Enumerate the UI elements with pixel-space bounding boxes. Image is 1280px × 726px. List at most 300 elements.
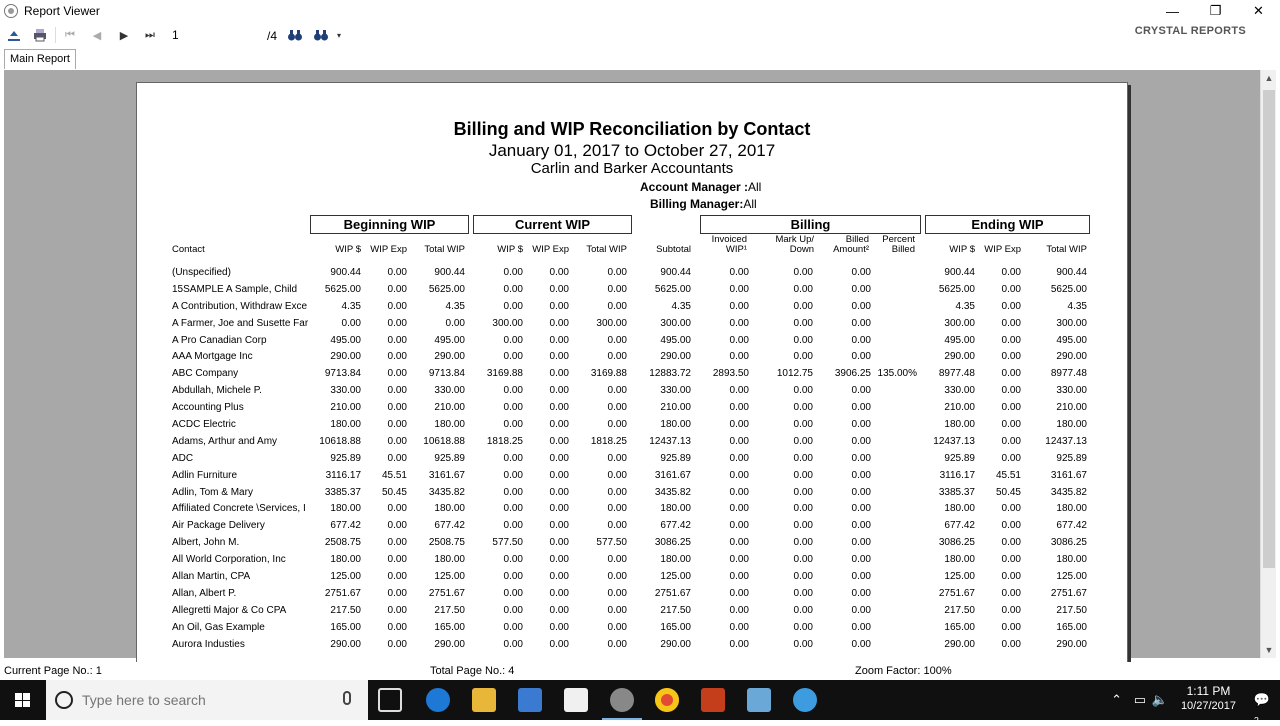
value-cell: 0.00 xyxy=(503,334,523,346)
value-cell: 0.00 xyxy=(387,604,407,616)
value-cell: 0.00 xyxy=(341,317,361,329)
value-cell: 290.00 xyxy=(944,351,975,363)
header-invoiced-wip: Invoiced WIP¹ xyxy=(711,234,747,255)
table-row xyxy=(137,470,1129,487)
value-cell: 0.00 xyxy=(729,351,749,363)
value-cell: 45.51 xyxy=(381,469,407,481)
value-cell: 495.00 xyxy=(330,334,361,346)
value-cell: 0.00 xyxy=(1001,503,1021,515)
value-cell: 0.00 xyxy=(503,621,523,633)
microphone-icon[interactable] xyxy=(343,691,351,705)
value-cell: 0.00 xyxy=(503,604,523,616)
value-cell: 0.00 xyxy=(607,283,627,295)
value-cell: 0.00 xyxy=(793,452,813,464)
table-row xyxy=(137,351,1129,368)
value-cell: 0.00 xyxy=(503,554,523,566)
value-cell: 900.44 xyxy=(434,267,465,278)
value-cell: 0.00 xyxy=(503,300,523,312)
value-cell: 45.51 xyxy=(995,469,1021,481)
value-cell: 0.00 xyxy=(793,334,813,346)
value-cell: 0.00 xyxy=(729,283,749,295)
status-bar xyxy=(0,662,1280,680)
contact-name-cell: Allegretti Major & Co CPA xyxy=(172,604,287,616)
value-cell: 0.00 xyxy=(1001,571,1021,583)
value-cell: 2751.67 xyxy=(1050,587,1087,599)
header-ending-wip: WIP $ xyxy=(949,244,975,255)
value-cell: 0.00 xyxy=(387,435,407,447)
header-percent-billed: Percent Billed xyxy=(882,234,915,255)
value-cell: 0.00 xyxy=(387,419,407,431)
value-cell: 2751.67 xyxy=(428,587,465,599)
value-cell: 217.50 xyxy=(944,604,975,616)
table-row xyxy=(137,368,1129,385)
value-cell: 925.89 xyxy=(660,452,691,464)
contact-name-cell: Abdullah, Michele P. xyxy=(172,385,262,397)
contact-name-cell: Air Package Delivery xyxy=(172,520,265,532)
value-cell: 180.00 xyxy=(660,554,691,566)
value-cell: 217.50 xyxy=(434,604,465,616)
value-cell: 0.00 xyxy=(387,554,407,566)
value-cell: 290.00 xyxy=(434,638,465,650)
contact-name-cell: ACDC Electric xyxy=(172,419,236,431)
value-cell: 0.00 xyxy=(549,368,569,380)
value-cell: 3435.82 xyxy=(428,486,465,498)
store-icon[interactable] xyxy=(518,688,542,712)
value-cell: 0.00 xyxy=(549,469,569,481)
restore-button[interactable]: ❐ xyxy=(1209,3,1222,18)
value-cell: 0.00 xyxy=(607,351,627,363)
snowflake-app-icon[interactable] xyxy=(747,688,771,712)
value-cell: 12437.13 xyxy=(933,435,975,447)
table-row xyxy=(137,385,1129,402)
value-cell: 0.00 xyxy=(793,537,813,549)
value-cell: 210.00 xyxy=(330,402,361,414)
value-cell: 12437.13 xyxy=(1045,435,1087,447)
value-cell: 210.00 xyxy=(660,402,691,414)
minimize-button[interactable]: — xyxy=(1166,3,1179,19)
value-cell: 0.00 xyxy=(729,300,749,312)
contact-name-cell: A Pro Canadian Corp xyxy=(172,334,267,346)
value-cell: 0.00 xyxy=(1001,368,1021,380)
value-cell: 0.00 xyxy=(793,587,813,599)
table-row xyxy=(137,537,1129,554)
value-cell: 125.00 xyxy=(330,571,361,583)
value-cell: 0.00 xyxy=(793,267,813,278)
value-cell: 9713.84 xyxy=(324,368,361,380)
table-row xyxy=(137,335,1129,352)
value-cell: 0.00 xyxy=(607,587,627,599)
value-cell: 290.00 xyxy=(330,638,361,650)
value-cell: 180.00 xyxy=(944,554,975,566)
value-cell: 0.00 xyxy=(851,402,871,414)
value-cell: 0.00 xyxy=(1001,300,1021,312)
value-cell: 217.50 xyxy=(660,604,691,616)
value-cell: 0.00 xyxy=(549,503,569,515)
value-cell: 5625.00 xyxy=(1050,283,1087,295)
value-cell: 0.00 xyxy=(851,469,871,481)
value-cell: 125.00 xyxy=(660,571,691,583)
contact-name-cell: Aurora Industies xyxy=(172,638,245,650)
value-cell: 0.00 xyxy=(851,537,871,549)
value-cell: 0.00 xyxy=(607,604,627,616)
value-cell: 300.00 xyxy=(944,317,975,329)
value-cell: 495.00 xyxy=(944,334,975,346)
value-cell: 0.00 xyxy=(729,554,749,566)
value-cell: 8977.48 xyxy=(1050,368,1087,380)
account-manager-filter: Account Manager :All xyxy=(640,180,762,194)
value-cell: 180.00 xyxy=(1056,554,1087,566)
value-cell: 677.42 xyxy=(944,520,975,532)
value-cell: 9713.84 xyxy=(428,368,465,380)
scroll-down-icon[interactable]: ▼ xyxy=(1264,645,1274,655)
value-cell: 12437.13 xyxy=(649,435,691,447)
value-cell: 0.00 xyxy=(729,469,749,481)
value-cell: 180.00 xyxy=(330,503,361,515)
value-cell: 290.00 xyxy=(330,351,361,363)
value-cell: 0.00 xyxy=(549,419,569,431)
value-cell: 300.00 xyxy=(492,317,523,329)
value-cell: 3906.25 xyxy=(834,368,871,380)
value-cell: 0.00 xyxy=(549,351,569,363)
value-cell: 0.00 xyxy=(607,300,627,312)
value-cell: 0.00 xyxy=(793,469,813,481)
value-cell: 300.00 xyxy=(596,317,627,329)
alarm-clock-icon[interactable] xyxy=(793,688,817,712)
value-cell: 0.00 xyxy=(607,638,627,650)
value-cell: 4.35 xyxy=(341,300,361,312)
value-cell: 0.00 xyxy=(549,638,569,650)
taskbar-clock[interactable]: 1:11 PM 10/27/2017 xyxy=(1180,684,1236,712)
table-row xyxy=(137,554,1129,571)
value-cell: 217.50 xyxy=(1056,604,1087,616)
value-cell: 330.00 xyxy=(944,385,975,397)
value-cell: 0.00 xyxy=(793,621,813,633)
contact-name-cell: ABC Company xyxy=(172,368,239,380)
value-cell: 165.00 xyxy=(330,621,361,633)
report-company: Carlin and Barker Accountants xyxy=(530,160,734,177)
notifications-icon[interactable]: $💬_2$ xyxy=(1253,692,1270,726)
windows-logo-icon xyxy=(15,693,30,707)
value-cell: 0.00 xyxy=(607,571,627,583)
value-cell: 330.00 xyxy=(434,385,465,397)
next-page-icon[interactable]: ▶ xyxy=(119,29,129,42)
value-cell: 4.35 xyxy=(1067,300,1087,312)
value-cell: 0.00 xyxy=(607,621,627,633)
header-subtotal: Subtotal xyxy=(656,244,691,255)
table-row xyxy=(137,588,1129,605)
value-cell: 2508.75 xyxy=(428,537,465,549)
start-button[interactable] xyxy=(0,680,46,720)
value-cell: 0.00 xyxy=(851,283,871,295)
cortana-icon xyxy=(55,691,73,709)
value-cell: 900.44 xyxy=(660,267,691,278)
value-cell: 0.00 xyxy=(387,334,407,346)
value-cell: 0.00 xyxy=(1001,283,1021,295)
value-cell: 290.00 xyxy=(1056,351,1087,363)
contact-name-cell: Adlin Furniture xyxy=(172,469,238,481)
value-cell: 0.00 xyxy=(851,587,871,599)
header-beginning-wip: WIP $ xyxy=(335,244,361,255)
contact-name-cell: ADC xyxy=(172,452,194,464)
value-cell: 0.00 xyxy=(607,402,627,414)
chrome-icon[interactable] xyxy=(655,688,679,712)
value-cell: 165.00 xyxy=(944,621,975,633)
value-cell: 125.00 xyxy=(434,571,465,583)
value-cell: 0.00 xyxy=(387,537,407,549)
value-cell: 0.00 xyxy=(503,385,523,397)
value-cell: 180.00 xyxy=(660,419,691,431)
value-cell: 2508.75 xyxy=(324,537,361,549)
last-page-icon[interactable]: ⏭ xyxy=(145,28,155,41)
table-row xyxy=(137,503,1129,520)
export-icon[interactable] xyxy=(6,27,22,43)
table-row xyxy=(137,453,1129,470)
value-cell: 210.00 xyxy=(434,402,465,414)
contact-name-cell: Accounting Plus xyxy=(172,402,244,414)
task-view-icon[interactable] xyxy=(378,688,402,712)
value-cell: 0.00 xyxy=(549,300,569,312)
value-cell: 0.00 xyxy=(387,452,407,464)
table-row xyxy=(137,402,1129,419)
value-cell: 0.00 xyxy=(1001,520,1021,532)
status-total-page: Total Page No.: 4 xyxy=(430,665,515,677)
value-cell: 0.00 xyxy=(549,486,569,498)
value-cell: 3086.25 xyxy=(938,537,975,549)
value-cell: 0.00 xyxy=(503,402,523,414)
scroll-up-icon[interactable]: ▲ xyxy=(1264,73,1274,83)
value-cell: 0.00 xyxy=(503,267,523,278)
value-cell: 925.89 xyxy=(434,452,465,464)
value-cell: 3161.67 xyxy=(1050,469,1087,481)
value-cell: 0.00 xyxy=(607,469,627,481)
table-row xyxy=(137,301,1129,318)
vertical-scrollbar[interactable] xyxy=(1260,70,1276,658)
report-page xyxy=(136,82,1128,682)
table-row xyxy=(137,639,1129,656)
contact-name-cell: Albert, John M. xyxy=(172,537,240,549)
value-cell: 2751.67 xyxy=(654,587,691,599)
value-cell: 0.00 xyxy=(851,300,871,312)
value-cell: 0.00 xyxy=(503,283,523,295)
value-cell: 0.00 xyxy=(503,503,523,515)
value-cell: 180.00 xyxy=(434,419,465,431)
value-cell: 495.00 xyxy=(1056,334,1087,346)
volume-icon[interactable]: 🔈 xyxy=(1151,692,1168,707)
value-cell: 0.00 xyxy=(729,621,749,633)
value-cell: 0.00 xyxy=(503,520,523,532)
value-cell: 0.00 xyxy=(793,317,813,329)
value-cell: 4.35 xyxy=(671,300,691,312)
value-cell: 0.00 xyxy=(851,334,871,346)
value-cell: 0.00 xyxy=(503,638,523,650)
header-current-wip-exp: WIP Exp xyxy=(532,244,569,255)
value-cell: 0.00 xyxy=(503,419,523,431)
value-cell: 2751.67 xyxy=(938,587,975,599)
report-viewport xyxy=(4,70,1260,658)
contact-name-cell: Adams, Arthur and Amy xyxy=(172,435,278,447)
value-cell: 0.00 xyxy=(387,638,407,650)
status-current-page: Current Page No.: 1 xyxy=(4,665,102,677)
value-cell: 1818.25 xyxy=(590,435,627,447)
value-cell: 12883.72 xyxy=(649,368,691,380)
value-cell: 0.00 xyxy=(549,402,569,414)
value-cell: 290.00 xyxy=(1056,638,1087,650)
search-input[interactable] xyxy=(82,691,332,709)
value-cell: 0.00 xyxy=(793,520,813,532)
table-row xyxy=(137,622,1129,639)
value-cell: 495.00 xyxy=(434,334,465,346)
value-cell: 0.00 xyxy=(549,537,569,549)
table-row xyxy=(137,419,1129,436)
value-cell: 0.00 xyxy=(729,638,749,650)
value-cell: 0.00 xyxy=(503,587,523,599)
value-cell: 0.00 xyxy=(793,300,813,312)
value-cell: 4.35 xyxy=(445,300,465,312)
value-cell: 0.00 xyxy=(503,469,523,481)
header-beginning-wip-exp: WIP Exp xyxy=(370,244,407,255)
previous-page-icon[interactable]: ◀ xyxy=(92,29,102,42)
contact-name-cell: Allan, Albert P. xyxy=(172,587,237,599)
value-cell: 3161.67 xyxy=(428,469,465,481)
toolbar-separator xyxy=(55,27,56,43)
value-cell: 925.89 xyxy=(944,452,975,464)
value-cell: 0.00 xyxy=(607,419,627,431)
table-row xyxy=(137,284,1129,301)
value-cell: 0.00 xyxy=(387,402,407,414)
window-title: Report Viewer xyxy=(24,4,100,18)
value-cell: 5625.00 xyxy=(938,283,975,295)
report-date-range: January 01, 2017 to October 27, 2017 xyxy=(488,141,776,160)
value-cell: 0.00 xyxy=(549,587,569,599)
value-cell: 925.89 xyxy=(330,452,361,464)
value-cell: 0.00 xyxy=(729,520,749,532)
value-cell: 290.00 xyxy=(434,351,465,363)
edge-browser-icon[interactable] xyxy=(426,688,450,712)
group-ending-wip: Ending WIP xyxy=(925,215,1090,234)
contact-name-cell: AAA Mortgage Inc xyxy=(172,351,253,363)
value-cell: 0.00 xyxy=(793,419,813,431)
value-cell: 0.00 xyxy=(607,486,627,498)
value-cell: 0.00 xyxy=(503,571,523,583)
value-cell: 0.00 xyxy=(1001,402,1021,414)
header-billed-amount: Billed Amount² xyxy=(833,234,869,255)
value-cell: 0.00 xyxy=(387,621,407,633)
value-cell: 330.00 xyxy=(660,385,691,397)
group-beginning-wip: Beginning WIP xyxy=(310,215,469,234)
mail-icon[interactable] xyxy=(564,688,588,712)
contact-name-cell: Adlin, Tom & Mary xyxy=(172,486,253,498)
value-cell: 0.00 xyxy=(607,334,627,346)
zoom-icon[interactable] xyxy=(313,27,329,43)
value-cell: 0.00 xyxy=(793,554,813,566)
header-contact: Contact xyxy=(172,244,205,255)
value-cell: 0.00 xyxy=(851,267,871,278)
value-cell: 900.44 xyxy=(944,267,975,278)
value-cell: 0.00 xyxy=(549,283,569,295)
value-cell: 0.00 xyxy=(729,452,749,464)
value-cell: 0.00 xyxy=(851,419,871,431)
value-cell: 0.00 xyxy=(607,267,627,278)
value-cell: 677.42 xyxy=(1056,520,1087,532)
value-cell: 3169.88 xyxy=(486,368,523,380)
value-cell: 125.00 xyxy=(944,571,975,583)
value-cell: 0.00 xyxy=(387,520,407,532)
value-cell: 10618.88 xyxy=(423,435,465,447)
value-cell: 50.45 xyxy=(995,486,1021,498)
group-current-wip: Current WIP xyxy=(473,215,632,234)
value-cell: 0.00 xyxy=(851,317,871,329)
value-cell: 0.00 xyxy=(549,334,569,346)
value-cell: 0.00 xyxy=(1001,334,1021,346)
value-cell: 300.00 xyxy=(660,317,691,329)
value-cell: 180.00 xyxy=(434,503,465,515)
value-cell: 0.00 xyxy=(1001,537,1021,549)
value-cell: 210.00 xyxy=(1056,402,1087,414)
value-cell: 0.00 xyxy=(607,554,627,566)
value-cell: 0.00 xyxy=(549,604,569,616)
scrollbar-thumb[interactable] xyxy=(1263,90,1275,568)
value-cell: 0.00 xyxy=(729,503,749,515)
value-cell: 180.00 xyxy=(944,503,975,515)
contact-name-cell: A Contribution, Withdraw Exce xyxy=(172,300,308,312)
taskbar-search[interactable] xyxy=(46,680,368,720)
tray-chevron-up-icon[interactable]: ⌃ xyxy=(1111,692,1122,707)
table-row xyxy=(137,267,1129,284)
value-cell: 0.00 xyxy=(1001,419,1021,431)
value-cell: 0.00 xyxy=(851,604,871,616)
value-cell: 0.00 xyxy=(729,571,749,583)
page-number-input[interactable] xyxy=(172,27,262,43)
value-cell: 125.00 xyxy=(1056,571,1087,583)
value-cell: 0.00 xyxy=(793,385,813,397)
value-cell: 677.42 xyxy=(660,520,691,532)
print-icon[interactable] xyxy=(32,27,48,43)
value-cell: 900.44 xyxy=(330,267,361,278)
value-cell: 0.00 xyxy=(729,385,749,397)
value-cell: 577.50 xyxy=(492,537,523,549)
zoom-dropdown-chevron-icon[interactable]: ▾ xyxy=(336,30,341,40)
value-cell: 0.00 xyxy=(851,554,871,566)
powerpoint-icon[interactable] xyxy=(701,688,725,712)
value-cell: 3086.25 xyxy=(654,537,691,549)
close-button[interactable]: ✕ xyxy=(1253,3,1264,18)
header-current-wip: WIP $ xyxy=(497,244,523,255)
header-ending-wip-exp: WIP Exp xyxy=(984,244,1021,255)
value-cell: 5625.00 xyxy=(324,283,361,295)
value-cell: 0.00 xyxy=(729,402,749,414)
report-rows xyxy=(137,267,1129,655)
file-explorer-icon[interactable] xyxy=(472,688,496,712)
header-ending-total-wip: Total WIP xyxy=(1046,244,1087,255)
value-cell: 330.00 xyxy=(1056,385,1087,397)
first-page-icon[interactable]: ⏮ xyxy=(65,28,75,41)
window-controls xyxy=(1151,0,1280,22)
report-viewer-task-icon[interactable] xyxy=(610,688,634,712)
value-cell: 180.00 xyxy=(660,503,691,515)
network-icon[interactable]: ▭ xyxy=(1133,692,1146,707)
table-row xyxy=(137,487,1129,504)
value-cell: 0.00 xyxy=(387,368,407,380)
tab-main-report[interactable]: Main Report xyxy=(4,49,76,69)
contact-name-cell: (Unspecified) xyxy=(172,267,231,278)
billing-manager-filter: Billing Manager:All xyxy=(650,197,757,211)
page-total-label: /4 xyxy=(267,29,278,43)
value-cell: 210.00 xyxy=(944,402,975,414)
value-cell: 3435.82 xyxy=(1050,486,1087,498)
report-tab-strip xyxy=(0,48,1280,70)
binoculars-find-icon[interactable] xyxy=(287,27,303,43)
value-cell: 0.00 xyxy=(549,452,569,464)
